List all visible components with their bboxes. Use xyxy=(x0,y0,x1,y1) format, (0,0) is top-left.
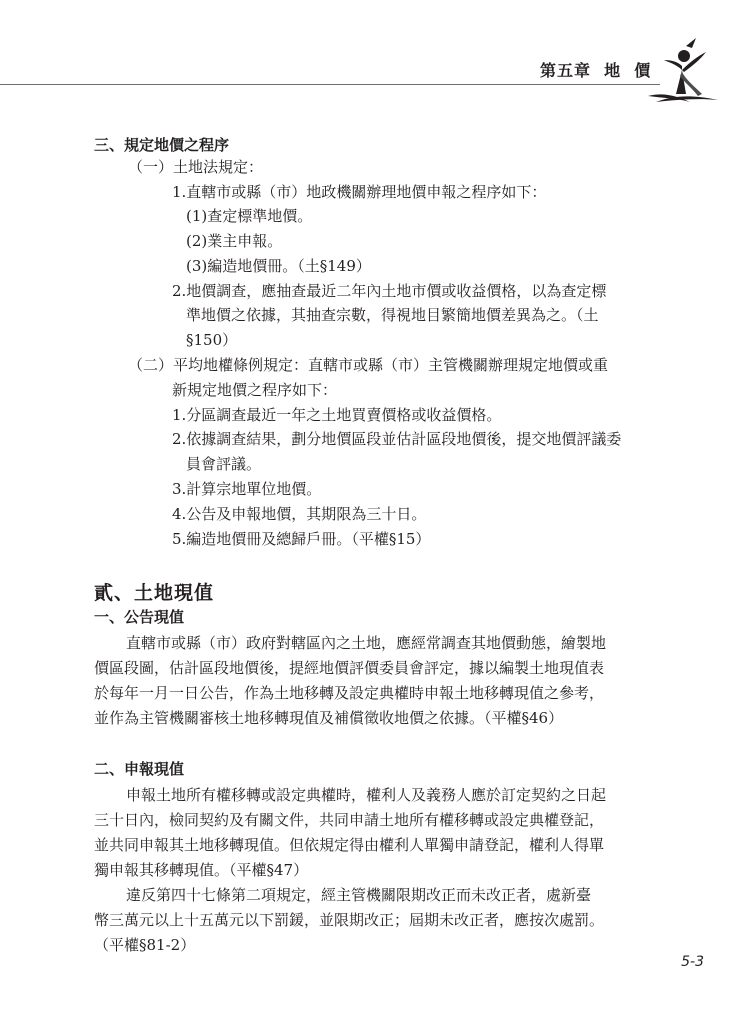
subsection-2-item-3: 3.計算宗地單位地價。 xyxy=(172,480,322,498)
subsection-1-title: （一）土地法規定： xyxy=(128,158,264,176)
section-3-title: 三、規定地價之程序 xyxy=(94,136,230,154)
declared-value-line-7: （平權§81-2） xyxy=(94,936,196,954)
declared-value-line-6: 幣三萬元以上十五萬元以下罰鍰，並限期改正；屆期未改正者，應按次處罰。 xyxy=(94,911,605,929)
subsection-1-subitem-3: (3)編造地價冊。（土§149） xyxy=(186,257,371,275)
declared-value-line-3: 並共同申報其土地移轉現值。但依規定得由權利人單獨申請登記，權利人得單 xyxy=(94,836,605,854)
subsection-2-item-5: 5.編造地價冊及總歸戶冊。（平權§15） xyxy=(172,530,431,548)
subsection-2-item-1: 1.分區調查最近一年之土地買賣價格或收益價格。 xyxy=(172,406,502,424)
chapter-title: 第五章 地 價 xyxy=(540,61,652,80)
subsection-2-item-2-line-2: 員會評議。 xyxy=(186,455,262,473)
subsection-1-item-2-line-2: 準地價之依據，其抽查宗數，得視地目繁簡地價差異為之。（土 xyxy=(186,306,599,324)
subsection-1-item-1: 1.直轄市或縣（市）地政機關辦理地價申報之程序如下： xyxy=(172,183,547,201)
chapter-mascot-logo xyxy=(646,36,720,104)
header-rule xyxy=(0,84,660,85)
subsection-2-item-4: 4.公告及申報地價，其期限為三十日。 xyxy=(172,505,427,523)
announced-value-line-1: 直轄市或縣（市）政府對轄區內之土地，應經常調查其地價動態，繪製地 xyxy=(126,634,607,652)
section-b-title: 貳、土地現值 xyxy=(94,582,215,604)
announced-value-line-4: 並作為主管機關審核土地移轉現值及補償徵收地價之依據。（平權§46） xyxy=(94,709,564,727)
announced-value-line-2: 價區段圖，估計區段地價後，提經地價評價委員會評定，據以編製土地現值表 xyxy=(94,659,605,677)
subsection-1-item-2-line-3: §150） xyxy=(186,331,238,349)
announced-value-line-3: 於每年一月一日公告，作為土地移轉及設定典權時申報土地移轉現值之參考， xyxy=(94,684,605,702)
declared-value-line-4: 獨申報其移轉現值。（平權§47） xyxy=(94,861,309,879)
declared-value-line-5: 違反第四十七條第二項規定，經主管機關限期改正而未改正者，處新臺 xyxy=(126,886,592,904)
subsection-1-subitem-2: (2)業主申報。 xyxy=(186,232,283,250)
subsection-2-item-2-line-1: 2.依據調查結果，劃分地價區段並估計區段地價後，提交地價評議委 xyxy=(172,430,622,448)
subsection-1-subitem-1: (1)查定標準地價。 xyxy=(186,207,313,225)
page-number: 5-3 xyxy=(681,954,704,970)
declared-value-line-1: 申報土地所有權移轉或設定典權時，權利人及義務人應於訂定契約之日起 xyxy=(126,786,607,804)
heading-announced-value: 一、公告現值 xyxy=(94,608,185,626)
declared-value-line-2: 三十日內，檢同契約及有關文件，共同申請土地所有權移轉或設定典權登記， xyxy=(94,811,605,829)
heading-declared-value: 二、申報現值 xyxy=(94,760,185,778)
subsection-2-title-line-1: （二）平均地權條例規定：直轄市或縣（市）主管機關辦理規定地價或重 xyxy=(128,356,609,374)
subsection-1-item-2-line-1: 2.地價調查，應抽查最近二年內土地市價或收益價格，以為查定標 xyxy=(172,282,607,300)
subsection-2-title-line-2: 新規定地價之程序如下： xyxy=(172,381,338,399)
